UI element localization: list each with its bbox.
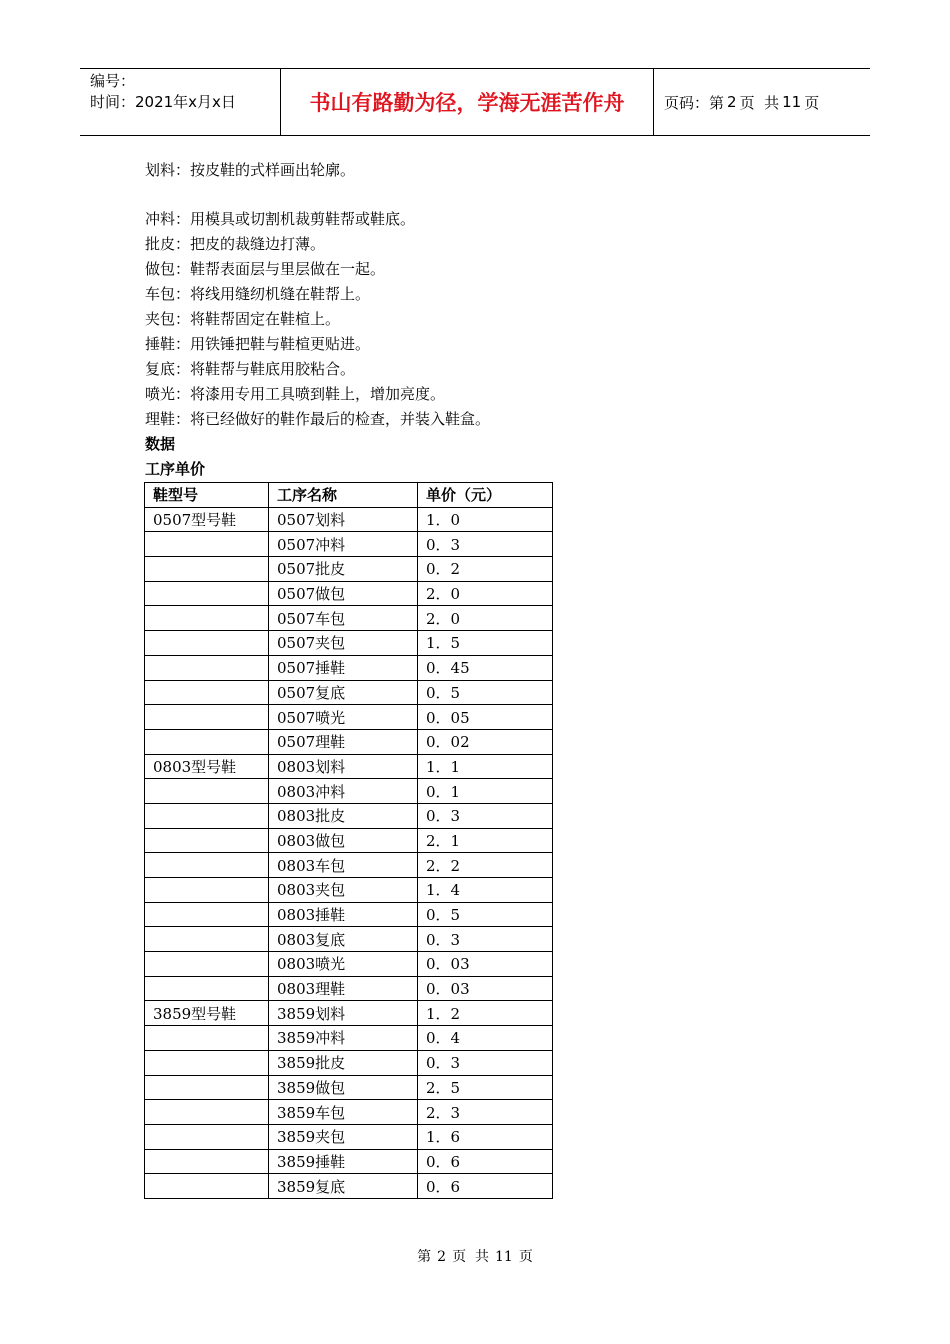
cell-shoe-model xyxy=(145,581,269,606)
cell-unit-price: 2．1 xyxy=(418,828,553,853)
table-row xyxy=(145,581,553,606)
cell-unit-price: 1．4 xyxy=(418,878,553,903)
cell-process-name: 0507捶鞋 xyxy=(269,655,418,680)
cell-process-name: 0803冲料 xyxy=(269,779,418,804)
date-label: 时间：2021年x月x日 xyxy=(90,93,236,111)
cell-process-name: 0507批皮 xyxy=(269,557,418,582)
cell-shoe-model xyxy=(145,729,269,754)
cell-process-name: 0803做包 xyxy=(269,828,418,853)
page-label-mid: 页 共 xyxy=(739,93,780,112)
footer-suffix: 页 xyxy=(518,1249,533,1265)
table-row xyxy=(145,1001,553,1026)
table-row xyxy=(145,952,553,977)
cell-process-name: 0803理鞋 xyxy=(269,976,418,1001)
table-row xyxy=(145,705,553,730)
cell-shoe-model xyxy=(145,878,269,903)
cell-shoe-model xyxy=(145,902,269,927)
cell-shoe-model xyxy=(145,655,269,680)
cell-process-name: 0507车包 xyxy=(269,606,418,631)
process-line: 批皮：把皮的裁缝边打薄。 xyxy=(145,235,326,253)
process-line: 理鞋：将已经做好的鞋作最后的检查，并装入鞋盒。 xyxy=(145,410,491,428)
cell-process-name: 0803划料 xyxy=(269,754,418,779)
cell-shoe-model xyxy=(145,1026,269,1051)
cell-unit-price: 0．6 xyxy=(418,1174,553,1199)
table-row xyxy=(145,878,553,903)
table-row xyxy=(145,680,553,705)
cell-unit-price: 1．5 xyxy=(418,631,553,656)
cell-shoe-model xyxy=(145,680,269,705)
table-row xyxy=(145,902,553,927)
cell-process-name: 3859批皮 xyxy=(269,1050,418,1075)
table-row xyxy=(145,754,553,779)
cell-unit-price: 2．5 xyxy=(418,1075,553,1100)
cell-shoe-model xyxy=(145,779,269,804)
cell-process-name: 0507冲料 xyxy=(269,532,418,557)
table-row xyxy=(145,927,553,952)
process-line: 做包：鞋帮表面层与里层做在一起。 xyxy=(145,260,386,278)
cell-unit-price: 0．4 xyxy=(418,1026,553,1051)
cell-unit-price: 0．3 xyxy=(418,1050,553,1075)
header-process-name: 工序名称 xyxy=(269,483,418,508)
cell-shoe-model: 3859型号鞋 xyxy=(145,1001,269,1026)
cell-unit-price: 2．0 xyxy=(418,581,553,606)
table-row xyxy=(145,1149,553,1174)
cell-process-name: 0803夹包 xyxy=(269,878,418,903)
cell-process-name: 0803车包 xyxy=(269,853,418,878)
cell-unit-price: 0．02 xyxy=(418,729,553,754)
header-unit-price: 单价（元） xyxy=(418,483,553,508)
table-row xyxy=(145,853,553,878)
process-line: 冲料：用模具或切割机裁剪鞋帮或鞋底。 xyxy=(145,210,416,228)
page-header xyxy=(80,68,870,136)
cell-process-name: 0507划料 xyxy=(269,507,418,532)
blank-line xyxy=(145,183,845,207)
cell-unit-price: 0．5 xyxy=(418,902,553,927)
process-line: 夹包：将鞋帮固定在鞋楦上。 xyxy=(145,310,341,328)
cell-shoe-model xyxy=(145,853,269,878)
cell-process-name: 0803批皮 xyxy=(269,803,418,828)
cell-unit-price: 1．1 xyxy=(418,754,553,779)
cell-process-name: 0507做包 xyxy=(269,581,418,606)
table-row xyxy=(145,828,553,853)
table-row xyxy=(145,803,553,828)
cell-unit-price: 0．5 xyxy=(418,680,553,705)
cell-unit-price: 1．0 xyxy=(418,507,553,532)
table-row xyxy=(145,507,553,532)
cell-unit-price: 2．2 xyxy=(418,853,553,878)
footer-mid: 页 共 xyxy=(452,1249,489,1265)
cell-process-name: 3859车包 xyxy=(269,1100,418,1125)
cell-process-name: 0507复底 xyxy=(269,680,418,705)
cell-shoe-model xyxy=(145,631,269,656)
cell-shoe-model xyxy=(145,1124,269,1149)
serial-label: 编号： xyxy=(90,72,136,90)
cell-process-name: 0507喷光 xyxy=(269,705,418,730)
cell-unit-price: 0．03 xyxy=(418,952,553,977)
page-footer xyxy=(0,1246,950,1266)
page-current: 2 xyxy=(727,93,737,111)
cell-shoe-model xyxy=(145,927,269,952)
cell-unit-price: 0．05 xyxy=(418,705,553,730)
table-row xyxy=(145,557,553,582)
process-line: 喷光：将漆用专用工具喷到鞋上，增加亮度。 xyxy=(145,385,446,403)
process-line: 复底：将鞋帮与鞋底用胶粘合。 xyxy=(145,360,356,378)
table-body xyxy=(145,507,553,1198)
process-line: 车包：将线用缝纫机缝在鞋帮上。 xyxy=(145,285,371,303)
cell-process-name: 3859夹包 xyxy=(269,1124,418,1149)
header-page-indicator xyxy=(654,69,870,135)
table-row xyxy=(145,976,553,1001)
cell-process-name: 0803喷光 xyxy=(269,952,418,977)
table-row xyxy=(145,729,553,754)
cell-process-name: 3859做包 xyxy=(269,1075,418,1100)
cell-process-name: 3859划料 xyxy=(269,1001,418,1026)
process-description xyxy=(145,158,845,482)
cell-process-name: 0507理鞋 xyxy=(269,729,418,754)
cell-shoe-model xyxy=(145,952,269,977)
cell-unit-price: 0．3 xyxy=(418,927,553,952)
cell-process-name: 0803复底 xyxy=(269,927,418,952)
table-row xyxy=(145,1100,553,1125)
table-row xyxy=(145,1026,553,1051)
cell-shoe-model xyxy=(145,606,269,631)
cell-process-name: 3859复底 xyxy=(269,1174,418,1199)
header-shoe-model: 鞋型号 xyxy=(145,483,269,508)
cell-unit-price: 0．6 xyxy=(418,1149,553,1174)
table-row xyxy=(145,655,553,680)
cell-shoe-model xyxy=(145,1149,269,1174)
footer-current: 2 xyxy=(437,1249,447,1265)
cell-shoe-model xyxy=(145,557,269,582)
cell-shoe-model xyxy=(145,1075,269,1100)
table-row xyxy=(145,1075,553,1100)
header-meta xyxy=(80,69,281,135)
footer-total: 11 xyxy=(495,1249,513,1265)
cell-shoe-model xyxy=(145,1100,269,1125)
cell-unit-price: 0．03 xyxy=(418,976,553,1001)
cell-shoe-model xyxy=(145,532,269,557)
cell-shoe-model xyxy=(145,1174,269,1199)
cell-shoe-model xyxy=(145,1050,269,1075)
table-row xyxy=(145,532,553,557)
header-motto: 书山有路勤为径，学海无涯苦作舟 xyxy=(281,69,654,135)
cell-shoe-model xyxy=(145,705,269,730)
table-row xyxy=(145,606,553,631)
cell-shoe-model xyxy=(145,803,269,828)
table-row xyxy=(145,1174,553,1199)
cell-unit-price: 0．2 xyxy=(418,557,553,582)
footer-prefix: 第 xyxy=(417,1249,432,1265)
table-header-row xyxy=(145,483,553,508)
table-row xyxy=(145,1050,553,1075)
page-label-prefix: 页码：第 xyxy=(664,93,725,112)
cell-shoe-model: 0803型号鞋 xyxy=(145,754,269,779)
cell-process-name: 0507夹包 xyxy=(269,631,418,656)
process-line: 划料：按皮鞋的式样画出轮廓。 xyxy=(145,161,356,179)
cell-unit-price: 2．0 xyxy=(418,606,553,631)
cell-unit-price: 2．3 xyxy=(418,1100,553,1125)
cell-unit-price: 1．6 xyxy=(418,1124,553,1149)
cell-unit-price: 0．45 xyxy=(418,655,553,680)
section-title: 数据 xyxy=(145,435,176,453)
cell-unit-price: 1．2 xyxy=(418,1001,553,1026)
table-row xyxy=(145,1124,553,1149)
cell-shoe-model xyxy=(145,976,269,1001)
page-total: 11 xyxy=(782,93,802,111)
cell-process-name: 3859捶鞋 xyxy=(269,1149,418,1174)
process-line: 捶鞋：用铁锤把鞋与鞋楦更贴进。 xyxy=(145,335,371,353)
table-row xyxy=(145,631,553,656)
page-label-suffix: 页 xyxy=(804,93,820,112)
unit-price-table xyxy=(144,482,553,1199)
cell-process-name: 0803捶鞋 xyxy=(269,902,418,927)
cell-unit-price: 0．1 xyxy=(418,779,553,804)
cell-shoe-model: 0507型号鞋 xyxy=(145,507,269,532)
cell-shoe-model xyxy=(145,828,269,853)
cell-process-name: 3859冲料 xyxy=(269,1026,418,1051)
cell-unit-price: 0．3 xyxy=(418,803,553,828)
cell-unit-price: 0．3 xyxy=(418,532,553,557)
table-title: 工序单价 xyxy=(145,460,206,478)
table-row xyxy=(145,779,553,804)
